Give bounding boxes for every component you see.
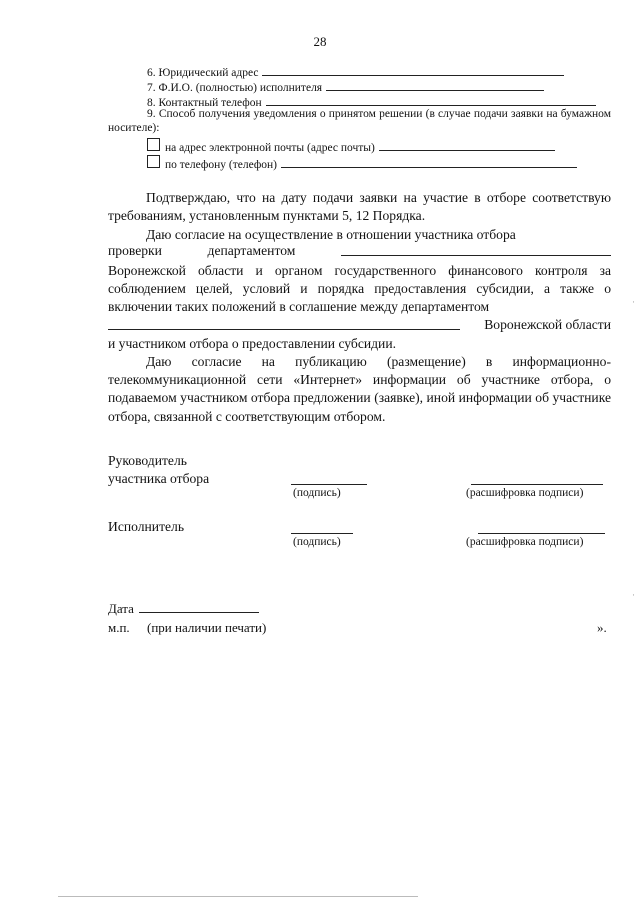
executor-name-label: 7. Ф.И.О. (полностью) исполнителя: [147, 82, 323, 94]
closing-quote: ».: [597, 620, 607, 635]
confirm-paragraph: Подтверждаю, что на дату подачи заявки на участие в отборе соответствую требованиям, установленным пунктами 5, 12 Порядка.: [108, 190, 611, 224]
email-option-label: на адрес электронной почты (адрес почты): [165, 142, 375, 154]
contact-phone-label: 8. Контактный телефон: [147, 97, 262, 109]
scan-edge-mark: ·: [632, 297, 635, 307]
head-label: [108, 452, 209, 488]
stamp-abbr: м.п.: [108, 620, 130, 635]
date-field: [108, 600, 259, 617]
page-number: 28: [313, 34, 327, 49]
contact-phone-field: [147, 94, 596, 109]
department-name-blank[interactable]: [341, 243, 611, 256]
executor-name-blank[interactable]: [326, 79, 544, 91]
date-label: Дата: [108, 601, 134, 616]
consent-paragraph-body: Воронежской области и органом государственного финансового контроля за соблюдением целей, условий и порядка предоставления субсидии, а также о включении таких положений в соглашение между департаментом: [108, 263, 611, 315]
second-department-blank[interactable]: [108, 317, 460, 330]
phone-option-field: [165, 156, 577, 171]
head-decoding-caption: (расшифровка подписи): [466, 487, 584, 499]
legal-address-field: [147, 64, 564, 79]
head-label-line-1: Руководитель: [108, 453, 187, 468]
executor-decoding-line[interactable]: [478, 533, 605, 534]
consent-paragraph-end: и участником отбора о предоставлении субсидии.: [108, 336, 397, 351]
email-address-blank[interactable]: [379, 139, 555, 151]
notification-method-label: 9. Способ получения уведомления о принятом решении (в случае подачи заявки на бумажном носителе):: [108, 108, 611, 134]
executor-signature-label: Исполнитель: [108, 519, 185, 534]
consent-inspection-line: [108, 243, 611, 259]
contact-phone-blank[interactable]: [266, 94, 596, 106]
executor-decoding-caption: (расшифровка подписи): [466, 536, 584, 548]
consent-inspection-word: проверки: [108, 243, 162, 258]
consent-region-text: Воронежской области: [484, 317, 611, 332]
phone-number-blank[interactable]: [281, 156, 577, 168]
scan-edge-line: [58, 896, 418, 897]
publication-paragraph: Даю согласие на публикацию (размещение) в информационно-телекоммуникационной сети «Интернет» информации об участнике отбора, о подаваемом участником отбора предложении (заявке), иной информации об участнике отбора, связанной с соответствующим отбором.: [108, 354, 611, 424]
stamp-note: (при наличии печати): [147, 620, 267, 635]
phone-option-label: по телефону (телефон): [165, 159, 278, 171]
phone-option-checkbox[interactable]: [147, 155, 160, 168]
legal-address-label: 6. Юридический адрес: [147, 67, 259, 79]
email-option-checkbox[interactable]: [147, 138, 160, 151]
executor-signature-caption: (подпись): [293, 536, 341, 548]
consent-department-line: [108, 317, 611, 333]
legal-address-blank[interactable]: [262, 64, 564, 76]
scan-edge-mark: ·: [632, 590, 635, 600]
date-blank[interactable]: [139, 600, 259, 613]
consent-department-word: департаментом: [207, 243, 296, 258]
head-signature-line[interactable]: [291, 484, 367, 485]
head-decoding-line[interactable]: [471, 484, 603, 485]
consent-paragraph-start: Даю согласие на осуществление в отношении участника отбора: [146, 227, 516, 242]
head-signature-caption: (подпись): [293, 487, 341, 499]
head-label-line-2: участника отбора: [108, 471, 210, 486]
executor-signature-line[interactable]: [291, 533, 353, 534]
email-option-field: [165, 139, 555, 154]
executor-name-field: [147, 79, 544, 94]
